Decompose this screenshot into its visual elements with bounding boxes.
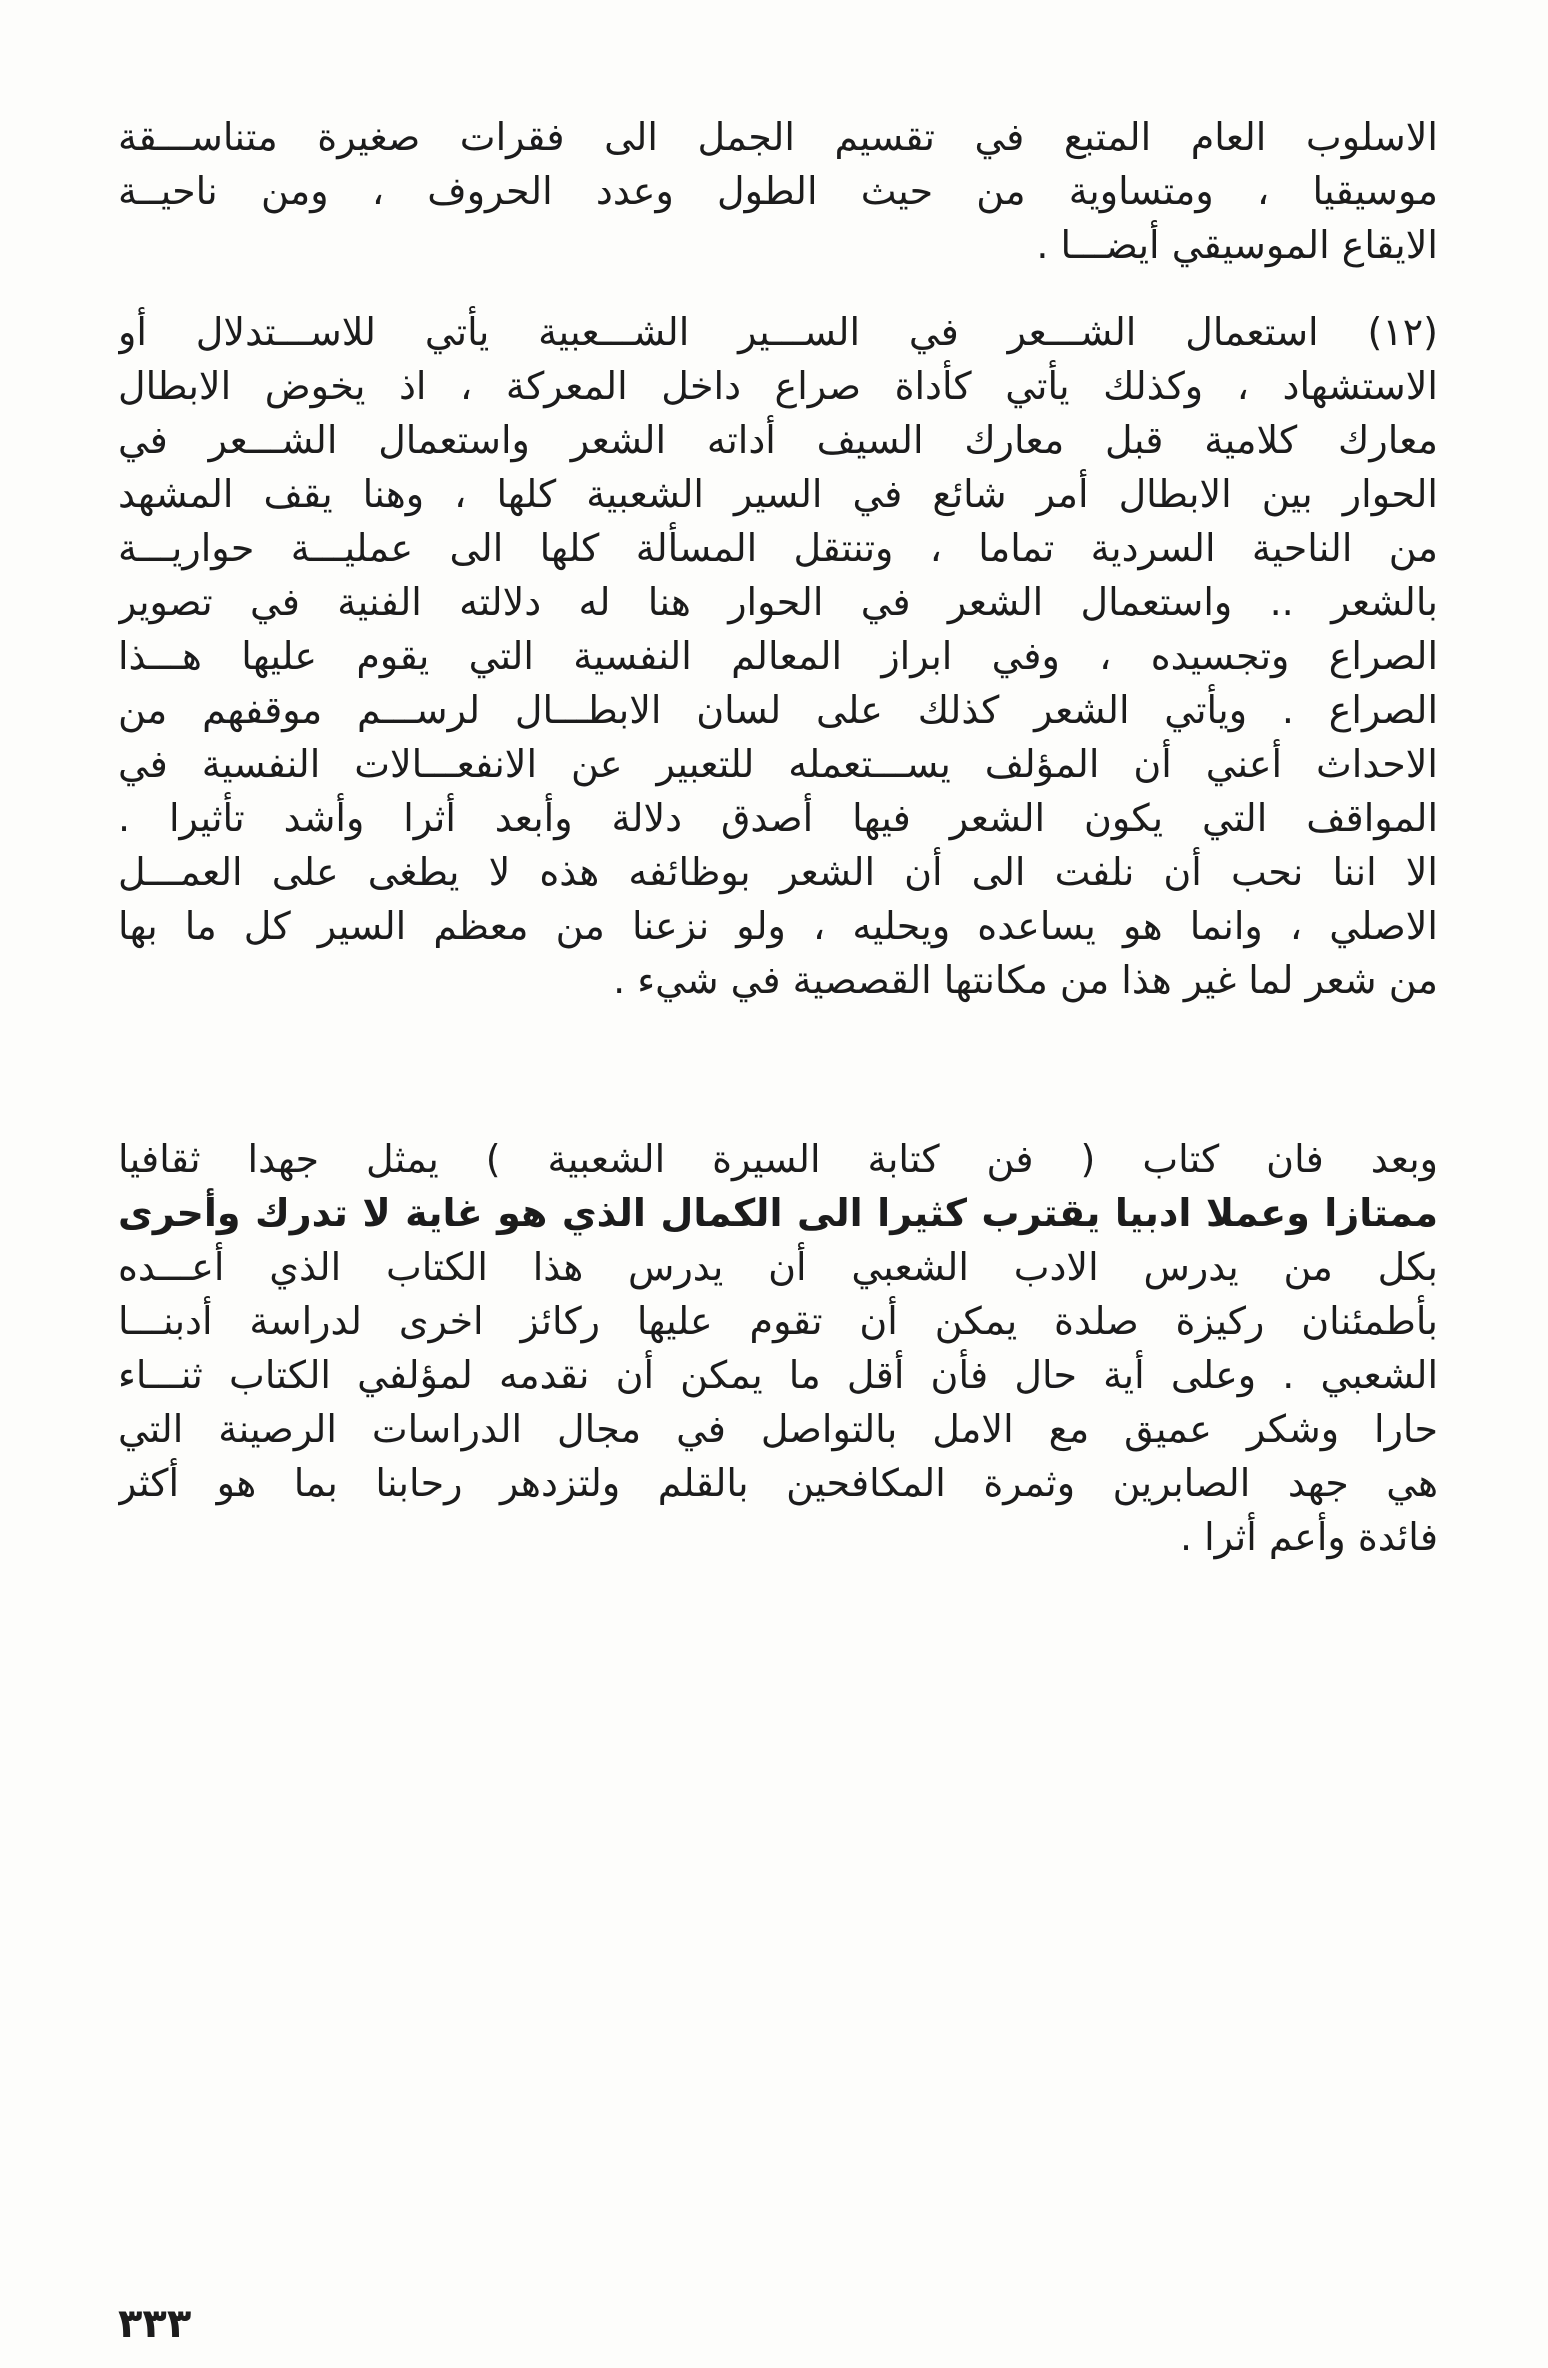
text-line: حارا وشكر عميق مع الامل بالتواصل في مجال الدراسات الرصينة التي	[118, 1407, 1438, 1451]
text-line: الحوار بين الابطال أمر شائع في السير الشعبية كلها ، وهنا يقف المشهد	[118, 472, 1438, 516]
text-line: الصراع وتجسيده ، وفي ابراز المعالم النفسية التي يقوم عليها هـــذا	[118, 634, 1438, 678]
text-line: ممتازا وعملا ادبيا يقترب كثيرا الى الكمال الذي هو غاية لا تدرك وأحرى	[118, 1191, 1438, 1235]
text-line: وبعد فان كتاب ( فن كتابة السيرة الشعبية ) يمثل جهدا ثقافيا	[118, 1137, 1438, 1181]
text-line: الشعبي . وعلى أية حال فأن أقل ما يمكن أن نقدمه لمؤلفي الكتاب ثنـــاء	[118, 1353, 1438, 1397]
text-line: من الناحية السردية تماما ، وتنتقل المسألة كلها الى عمليـــة حواريـــة	[118, 526, 1438, 570]
text-line: بالشعر .. واستعمال الشعر في الحوار هنا له دلالته الفنية في تصوير	[118, 580, 1438, 624]
text-line: الاسلوب العام المتبع في تقسيم الجمل الى فقرات صغيرة متناســـقة	[118, 115, 1438, 159]
text-line: فائدة وأعم أثرا .	[1179, 1515, 1438, 1559]
text-line: موسيقيا ، ومتساوية من حيث الطول وعدد الحروف ، ومن ناحيــة	[118, 169, 1438, 213]
text-line: الاحداث أعني أن المؤلف يســـتعمله للتعبير عن الانفعـــالات النفسية في	[118, 742, 1438, 786]
text-line: الاستشهاد ، وكذلك يأتي كأداة صراع داخل المعركة ، اذ يخوض الابطال	[118, 364, 1438, 408]
text-line: بكل من يدرس الادب الشعبي أن يدرس هذا الكتاب الذي أعـــده	[118, 1245, 1438, 1289]
text-line: الايقاع الموسيقي أيضـــا .	[1036, 223, 1438, 267]
text-line: الا اننا نحب أن نلفت الى أن الشعر بوظائفه هذه لا يطغى على العمـــل	[118, 850, 1438, 894]
page-number: ٣٣٣	[118, 2301, 192, 2347]
text-line: من شعر لما غير هذا من مكانتها القصصية في شيء .	[613, 958, 1438, 1002]
text-line: معارك كلامية قبل معارك السيف أداته الشعر واستعمال الشـــعر في	[118, 418, 1438, 462]
text-line: الاصلي ، وانما هو يساعده ويحليه ، ولو نزعنا من معظم السير كل ما بها	[118, 904, 1438, 948]
text-line: بأطمئنان ركيزة صلدة يمكن أن تقوم عليها ركائز اخرى لدراسة أدبنـــا	[118, 1299, 1438, 1343]
paragraph-3	[118, 1132, 1438, 1564]
text-line: المواقف التي يكون الشعر فيها أصدق دلالة وأبعد أثرا وأشد تأثيرا .	[118, 796, 1438, 840]
text-line: الصراع . ويأتي الشعر كذلك على لسان الابطـــال لرســـم موقفهم من	[118, 688, 1438, 732]
paragraph-1	[118, 110, 1438, 272]
text-line: (١٢) استعمال الشـــعر في الســـير الشـــعبية يأتي للاســـتدلال أو	[118, 310, 1438, 354]
paragraph-2	[118, 305, 1438, 1007]
text-line: هي جهد الصابرين وثمرة المكافحين بالقلم ولتزدهر رحابنا بما هو أكثر	[118, 1461, 1438, 1505]
